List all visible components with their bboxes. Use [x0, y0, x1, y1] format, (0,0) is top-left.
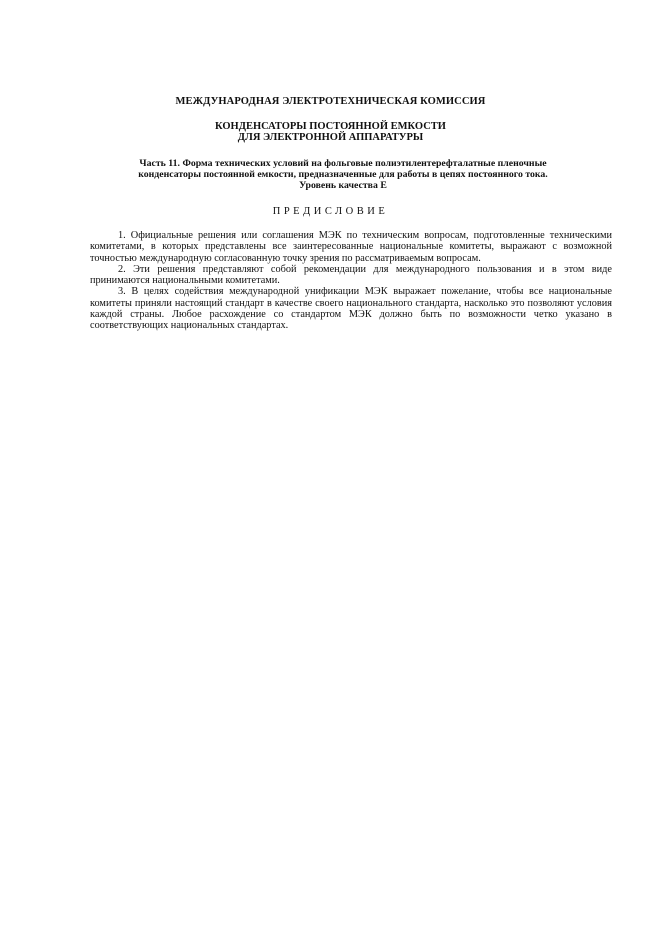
preface-paragraph-1: 1. Официальные решения или соглашения МЭК по техническим вопросам, подготовленные техническими комитетами, в которых представлены все заинтересованные национальные комитеты, выражают с возможной точностью международную согласованную точку зрения по рассматриваемым вопросам. [90, 230, 612, 264]
standard-title-line-1: КОНДЕНСАТОРЫ ПОСТОЯННОЙ ЕМКОСТИ [215, 121, 446, 132]
part-title [95, 158, 591, 191]
organization-title: МЕЖДУНАРОДНАЯ ЭЛЕКТРОТЕХНИЧЕСКАЯ КОМИССИЯ [175, 96, 486, 107]
part-title-line-1: Часть 11. Форма технических условий на фольговые полиэтилентерефталатные пленочные [139, 158, 547, 169]
preface-body [90, 230, 612, 332]
part-title-line-2: конденсаторы постоянной емкости, предназначенные для работы в цепях постоянного тока. [138, 169, 548, 180]
preface-heading: ПРЕДИСЛОВИЕ [272, 206, 389, 217]
standard-title-line-2: ДЛЯ ЭЛЕКТРОННОЙ АППАРАТУРЫ [237, 132, 424, 143]
preface-paragraph-2: 2. Эти решения представляют собой рекомендации для международного пользования и в этом виде принимаются национальными комитетами. [90, 263, 612, 287]
standard-title [0, 121, 661, 143]
part-title-line-3: Уровень качества Е [299, 180, 387, 191]
preface-paragraph-3: 3. В целях содействия международной унификации МЭК выражает пожелание, чтобы все национальные комитеты приняли настоящий стандарт в качестве своего национального стандарта, насколько это позволяют условия каждой страны. Любое расхождение со стандартом МЭК должно быть по возможности четко указано в соответствующих национальных стандартах. [90, 286, 612, 332]
